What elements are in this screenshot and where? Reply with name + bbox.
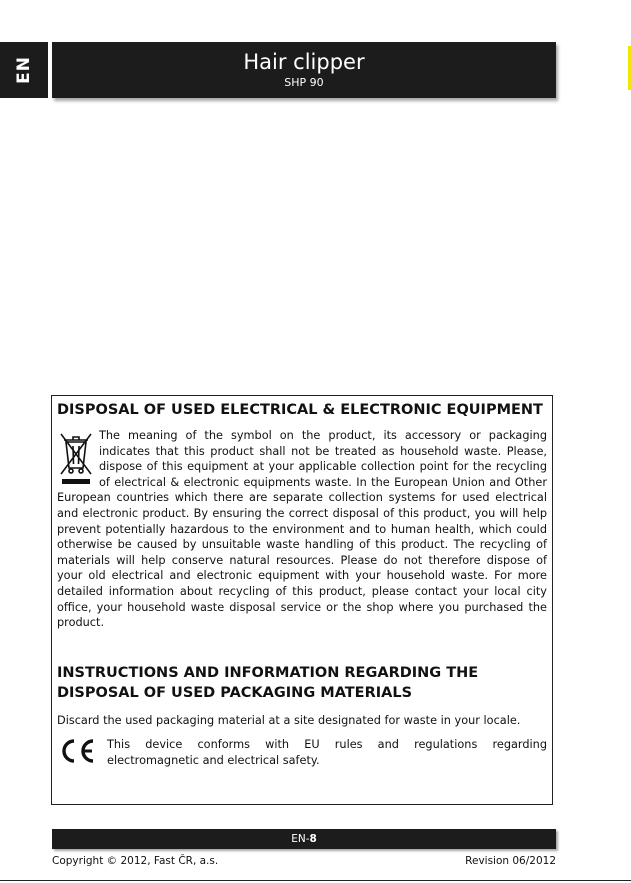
disposal-text: The meaning of the symbol on the product, its accessory or packaging indicates that this product shall not be treated as household waste. Please, dispose of this equipment at your applicable collection point for the recycling of electrical & electronic equipments waste. In the European Union and Other European countries which there are separate collection systems for used electrical and electronic product. By ensuring the correct disposal of this product, you will help prevent potentially hazardous to the environment and to human health, which could otherwise be caused by unsuitable waste handling of this product. The recycling of materials will help conserve natural resources. Please do not therefore dispose of your old electrical and electronic equipment with your household waste. For more detailed information about recycling of this product, please contact your local city office, your household waste disposal service or the shop where you purchased the product. bbox=[57, 429, 547, 630]
ce-mark-icon bbox=[57, 737, 99, 765]
page-header bbox=[52, 42, 556, 98]
ce-conformity bbox=[57, 737, 547, 768]
page-title: Hair clipper bbox=[243, 50, 365, 74]
bottom-divider bbox=[0, 880, 631, 881]
packaging-section bbox=[57, 663, 547, 729]
copyright: Copyright © 2012, Fast ČR, a.s. bbox=[52, 855, 219, 867]
disposal-section bbox=[57, 428, 547, 631]
page-prefix: EN- bbox=[291, 833, 310, 845]
packaging-heading: INSTRUCTIONS AND INFORMATION REGARDING THE DISPOSAL OF USED PACKAGING MATERIALS bbox=[57, 664, 479, 701]
model-number: SHP 90 bbox=[284, 76, 324, 89]
ce-text: This device conforms with EU rules and regulations regarding electromagnetic and electrical safety. bbox=[107, 738, 547, 767]
disposal-info-box bbox=[51, 395, 553, 805]
packaging-text: Discard the used packaging material at a site designated for waste in your locale. bbox=[57, 713, 521, 727]
crossed-bin-icon bbox=[57, 428, 95, 486]
disposal-heading: DISPOSAL OF USED ELECTRICAL & ELECTRONIC EQUIPMENT bbox=[57, 402, 543, 418]
page-number: 8 bbox=[309, 833, 317, 845]
language-tab bbox=[0, 42, 48, 98]
language-label: EN bbox=[14, 56, 34, 84]
page-number-bar bbox=[52, 829, 556, 849]
revision: Revision 06/2012 bbox=[465, 855, 556, 867]
